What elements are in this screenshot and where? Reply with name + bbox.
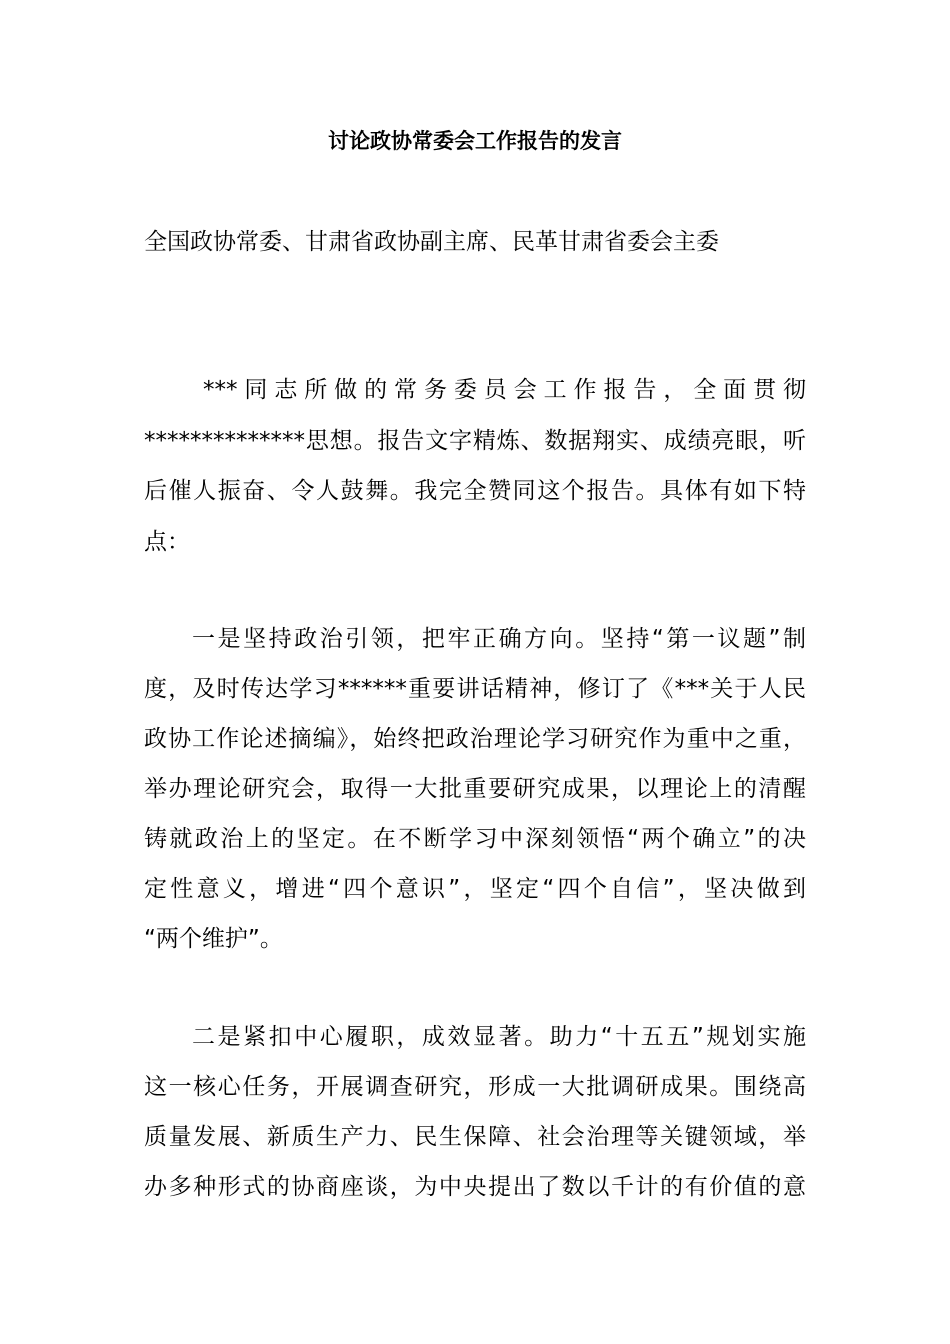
document-title: 讨论政协常委会工作报告的发言 [328, 129, 622, 153]
paragraph-1-line-2: **************思想。报告文字精炼、数据翔实、成绩亮眼，听 [144, 428, 806, 454]
paragraph-2-line-2: 度，及时传达学习******重要讲话精神，修订了《***关于人民 [144, 676, 806, 702]
paragraph-2-line-1: 一是坚持政治引领，把牢正确方向。坚持“第一议题”制 [192, 626, 806, 652]
paragraph-2-line-3: 政协工作论述摘编》，始终把政治理论学习研究作为重中之重， [144, 726, 806, 752]
author-line: 全国政协常委、甘肃省政协副主席、民革甘肃省委会主委 [144, 229, 719, 255]
paragraph-2-line-7: “两个维护”。 [144, 926, 283, 952]
paragraph-2-line-4: 举办理论研究会，取得一大批重要研究成果，以理论上的清醒 [144, 776, 806, 802]
paragraph-2-line-6: 定性意义，增进“四个意识”，坚定“四个自信”，坚决做到 [144, 876, 806, 902]
paragraph-2-line-5: 铸就政治上的坚定。在不断学习中深刻领悟“两个确立”的决 [144, 826, 806, 852]
paragraph-3-line-1: 二是紧扣中心履职，成效显著。助力“十五五”规划实施 [192, 1024, 806, 1050]
paragraph-3-line-4: 办多种形式的协商座谈，为中央提出了数以千计的有价值的意 [144, 1174, 806, 1200]
paragraph-1-line-1: ***同志所做的常务委员会工作报告，全面贯彻 [203, 377, 806, 403]
paragraph-3-line-3: 质量发展、新质生产力、民生保障、社会治理等关键领域，举 [144, 1124, 806, 1150]
paragraph-1-line-3: 后催人振奋、令人鼓舞。我完全赞同这个报告。具体有如下特 [144, 478, 806, 504]
paragraph-1-line-4: 点： [144, 529, 190, 555]
paragraph-3-line-2: 这一核心任务，开展调查研究，形成一大批调研成果。围绕高 [144, 1074, 806, 1100]
